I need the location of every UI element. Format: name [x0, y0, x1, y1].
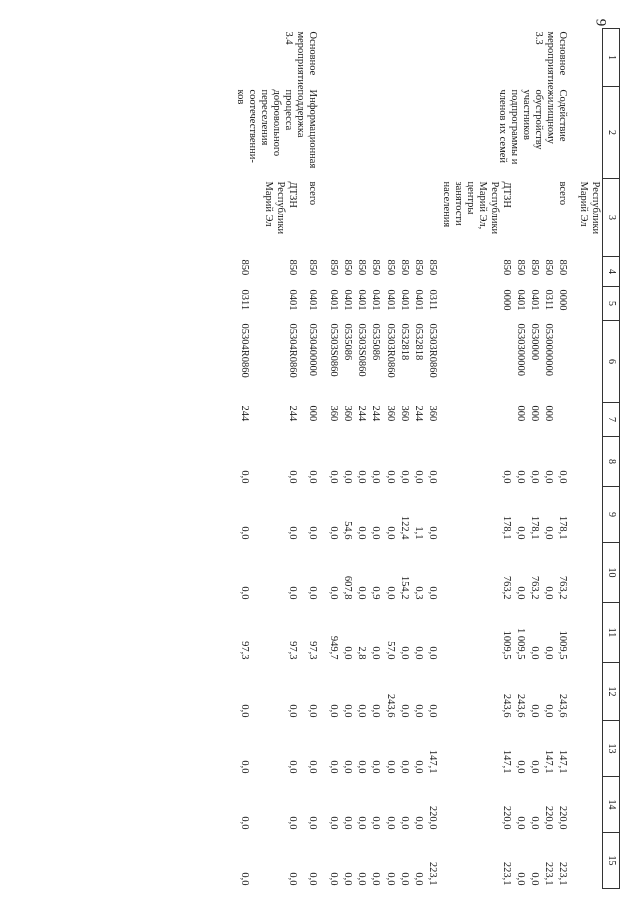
- target-article-code: 05303R0860: [426, 323, 438, 378]
- target-article-code: 0530000000: [543, 323, 555, 376]
- amount-cell: 0,0: [515, 816, 527, 830]
- amount-cell: 0,0: [398, 646, 410, 660]
- amount-cell: 0,0: [543, 586, 555, 600]
- amount-cell: 243,6: [515, 693, 527, 718]
- amount-cell: 147,1: [543, 749, 555, 774]
- amount-cell: 0,0: [342, 646, 354, 660]
- amount-cell: 0,0: [287, 704, 299, 718]
- grbs-code: 850: [287, 259, 299, 276]
- section-code: 0401: [287, 289, 299, 311]
- amount-cell: 0,0: [307, 526, 319, 540]
- table-row: [576, 29, 603, 889]
- amount-cell: 0,0: [384, 586, 396, 600]
- header-row: [603, 29, 620, 889]
- amount-cell: 0,0: [370, 646, 382, 660]
- expense-type-code: 360: [328, 405, 340, 422]
- expense-type-code: 000: [307, 405, 319, 422]
- amount-cell: 0,0: [426, 646, 438, 660]
- grbs-code: 850: [398, 259, 410, 276]
- amount-cell: 0,0: [287, 526, 299, 540]
- expense-type-code: 360: [342, 405, 354, 422]
- section-code: 0401: [412, 289, 424, 311]
- grbs-code: 850: [238, 259, 250, 276]
- amount-cell: 0,0: [412, 704, 424, 718]
- amount-cell: 0,0: [398, 470, 410, 484]
- amount-cell: 178,1: [529, 515, 541, 540]
- page-number: 9: [591, 18, 608, 27]
- responsible-cell: [340, 179, 354, 257]
- section-code: 0401: [370, 289, 382, 311]
- empty-cell: [576, 403, 603, 437]
- expense-type-code: 000: [543, 405, 555, 422]
- empty-cell: [576, 777, 603, 833]
- amount-cell: 0,0: [529, 760, 541, 774]
- amount-cell: 0,0: [529, 470, 541, 484]
- section-code: 0401: [356, 289, 368, 311]
- amount-cell: 0,0: [529, 704, 541, 718]
- amount-cell: 0,0: [307, 704, 319, 718]
- amount-cell: 0,0: [342, 470, 354, 484]
- amount-cell: 0,0: [501, 470, 513, 484]
- amount-cell: 0,0: [287, 872, 299, 886]
- header-cell-7: 7: [603, 403, 620, 437]
- amount-cell: 0,0: [356, 586, 368, 600]
- amount-cell: 0,0: [426, 470, 438, 484]
- amount-cell: 122,4: [398, 515, 410, 540]
- amount-cell: 0,0: [238, 704, 250, 718]
- amount-cell: 0,0: [515, 760, 527, 774]
- header-cell-9: 9: [603, 487, 620, 543]
- header-cell-11: 11: [603, 603, 620, 663]
- grbs-code: 850: [501, 259, 513, 276]
- amount-cell: 0,0: [515, 586, 527, 600]
- expense-type-code: 360: [426, 405, 438, 422]
- grbs-code: 850: [412, 259, 424, 276]
- amount-cell: 147,1: [557, 749, 569, 774]
- header-cell-10: 10: [603, 543, 620, 603]
- amount-cell: 223,1: [557, 861, 569, 886]
- amount-cell: 0,0: [515, 526, 527, 540]
- activity-label: Основное мероприятие 3.4: [283, 31, 319, 90]
- amount-cell: 154,2: [398, 575, 410, 600]
- amount-cell: 0,0: [543, 526, 555, 540]
- amount-cell: 0,0: [543, 646, 555, 660]
- header-cell-13: 13: [603, 721, 620, 777]
- activity-label: Основное мероприятие 3.3: [533, 31, 569, 90]
- amount-cell: 0,0: [384, 872, 396, 886]
- amount-cell: 0,0: [412, 470, 424, 484]
- expense-type-code: 000: [529, 405, 541, 422]
- amount-cell: 97,3: [238, 641, 250, 660]
- amount-cell: 243,6: [501, 693, 513, 718]
- responsible-cell: [368, 179, 382, 257]
- amount-cell: 223,1: [543, 861, 555, 886]
- target-article-code: 05304R0860: [287, 323, 299, 378]
- amount-cell: 0,0: [356, 760, 368, 774]
- responsible-cell: [541, 179, 555, 257]
- amount-cell: 0,0: [307, 872, 319, 886]
- amount-cell: 147,1: [426, 749, 438, 774]
- amount-cell: 223,1: [501, 861, 513, 886]
- header-cell-4: 4: [603, 257, 620, 287]
- expense-type-code: 360: [398, 405, 410, 422]
- responsible-cell: [425, 179, 439, 257]
- target-article-code: [555, 321, 576, 403]
- amount-cell: 178,1: [557, 515, 569, 540]
- amount-cell: 0,0: [370, 526, 382, 540]
- amount-cell: 0,0: [370, 760, 382, 774]
- section-code: 0401: [307, 289, 319, 311]
- target-article-code: [439, 321, 513, 403]
- amount-cell: 178,1: [501, 515, 513, 540]
- amount-cell: 220,0: [501, 805, 513, 830]
- amount-cell: 0,0: [287, 586, 299, 600]
- amount-cell: 97,3: [287, 641, 299, 660]
- amount-cell: 0,0: [328, 586, 340, 600]
- responsible-cell: [326, 179, 340, 257]
- empty-cell: [576, 87, 603, 179]
- responsible-cell: [513, 179, 527, 257]
- amount-cell: 0,0: [287, 816, 299, 830]
- amount-cell: 0,0: [307, 760, 319, 774]
- amount-cell: 763,2: [529, 575, 541, 600]
- expense-type-code: 244: [238, 405, 250, 422]
- grbs-code: 850: [426, 259, 438, 276]
- section-code: 0000: [557, 289, 569, 311]
- target-article-code: 0532818: [398, 323, 410, 361]
- amount-cell: 0,0: [356, 816, 368, 830]
- section-code: 0401: [529, 289, 541, 311]
- amount-cell: 0,0: [356, 470, 368, 484]
- amount-cell: 220,0: [543, 805, 555, 830]
- amount-cell: 0,0: [529, 872, 541, 886]
- expense-type-code: 000: [515, 405, 527, 422]
- target-article-code: 05303S0860: [356, 323, 368, 377]
- responsible-cell: ДТЗН Республики Марий Эл: [263, 181, 299, 235]
- empty-cell: [576, 287, 603, 321]
- activity-title: Информационная поддержка процесса добровольного переселения соотечественни-ков: [234, 89, 319, 169]
- expense-type-code: 244: [356, 405, 368, 422]
- header-cell-2: 2: [603, 87, 620, 179]
- empty-cell: [576, 721, 603, 777]
- header-cell-5: 5: [603, 287, 620, 321]
- section-code: 0311: [426, 289, 438, 311]
- header-cell-6: 6: [603, 321, 620, 403]
- amount-cell: 0,0: [370, 816, 382, 830]
- amount-cell: 0,0: [287, 760, 299, 774]
- header-cell-3: 3: [603, 179, 620, 257]
- header-cell-8: 8: [603, 437, 620, 487]
- amount-cell: 0,0: [398, 704, 410, 718]
- grbs-code: 850: [356, 259, 368, 276]
- amount-cell: 0,0: [426, 526, 438, 540]
- amount-cell: 0,0: [529, 816, 541, 830]
- amount-cell: 607,8: [342, 575, 354, 600]
- expense-type-code: 244: [370, 405, 382, 422]
- amount-cell: 0,0: [426, 704, 438, 718]
- grbs-code: 850: [557, 259, 569, 276]
- target-article-code: 0530000: [529, 323, 541, 361]
- grbs-code: 850: [342, 259, 354, 276]
- section-code: 0401: [342, 289, 354, 311]
- amount-cell: 0,0: [328, 470, 340, 484]
- section-code: 0311: [238, 289, 250, 311]
- target-article-code: 0530400000: [307, 323, 319, 376]
- amount-cell: 57,0: [384, 641, 396, 660]
- amount-cell: 0,0: [356, 526, 368, 540]
- amount-cell: 0,0: [328, 872, 340, 886]
- table-row: [555, 29, 576, 889]
- target-article-code: 0535086: [370, 323, 382, 361]
- amount-cell: 0,0: [356, 872, 368, 886]
- amount-cell: 0,0: [412, 816, 424, 830]
- amount-cell: 0,0: [238, 760, 250, 774]
- amount-cell: 147,1: [501, 749, 513, 774]
- expense-type-code: 244: [287, 405, 299, 422]
- section-code: 0311: [543, 289, 555, 311]
- amount-cell: 0,0: [398, 872, 410, 886]
- amount-cell: 0,0: [328, 760, 340, 774]
- amount-cell: 1 009,5: [515, 628, 527, 660]
- expense-type-code: 244: [412, 405, 424, 422]
- target-article-code: 0532818: [412, 323, 424, 361]
- rotated-page: [60, 28, 620, 888]
- amount-cell: 220,0: [426, 805, 438, 830]
- activity-title: Содействие жилищному обустройству участников подпрограммы и членов их семей: [497, 89, 569, 165]
- amount-cell: 0,0: [384, 760, 396, 774]
- section-code: 0401: [398, 289, 410, 311]
- amount-cell: 0,0: [370, 470, 382, 484]
- amount-cell: 54,6: [342, 521, 354, 540]
- amount-cell: 0,0: [342, 704, 354, 718]
- budget-table: [233, 28, 620, 889]
- amount-cell: 0,0: [384, 526, 396, 540]
- amount-cell: 1009,5: [557, 630, 569, 660]
- target-article-code: 05303S0860: [328, 323, 340, 377]
- section-code: 0000: [501, 289, 513, 311]
- amount-cell: 0,0: [328, 816, 340, 830]
- amount-cell: 0,0: [307, 816, 319, 830]
- amount-cell: 0,0: [412, 872, 424, 886]
- empty-cell: [576, 543, 603, 603]
- amount-cell: 0,9: [370, 586, 382, 600]
- amount-cell: 763,2: [501, 575, 513, 600]
- amount-cell: 0,0: [238, 526, 250, 540]
- responsible-cell: Республики Марий Эл: [578, 181, 602, 235]
- amount-cell: 0,0: [543, 704, 555, 718]
- responsible-cell: [383, 179, 397, 257]
- empty-cell: [576, 257, 603, 287]
- amount-cell: 0,0: [543, 470, 555, 484]
- amount-cell: 0,0: [370, 872, 382, 886]
- amount-cell: 0,0: [426, 586, 438, 600]
- amount-cell: 0,0: [384, 470, 396, 484]
- responsible-cell: [411, 179, 425, 257]
- header-cell-1: 1: [603, 29, 620, 87]
- grbs-code: 850: [384, 259, 396, 276]
- empty-cell: [576, 603, 603, 663]
- amount-cell: 0,0: [342, 760, 354, 774]
- target-article-code: 05303R0860: [384, 323, 396, 378]
- empty-cell: [576, 833, 603, 889]
- amount-cell: 0,0: [412, 646, 424, 660]
- empty-cell: [576, 437, 603, 487]
- amount-cell: 0,0: [287, 470, 299, 484]
- amount-cell: 0,0: [384, 816, 396, 830]
- table-row: [299, 29, 326, 889]
- amount-cell: 0,0: [307, 586, 319, 600]
- section-code: 0401: [384, 289, 396, 311]
- empty-cell: [576, 29, 603, 87]
- amount-cell: 0,3: [412, 586, 424, 600]
- amount-cell: 0,0: [238, 586, 250, 600]
- section-code: 0401: [328, 289, 340, 311]
- expense-type-code: 360: [384, 405, 396, 422]
- responsible-cell: [397, 179, 411, 257]
- empty-cell: [576, 663, 603, 721]
- amount-cell: 0,0: [328, 704, 340, 718]
- amount-cell: 0,0: [529, 646, 541, 660]
- amount-cell: 763,2: [557, 575, 569, 600]
- grbs-code: 850: [307, 259, 319, 276]
- amount-cell: 2,8: [356, 646, 368, 660]
- amount-cell: 0,0: [238, 470, 250, 484]
- empty-cell: [576, 321, 603, 403]
- amount-cell: 0,0: [370, 704, 382, 718]
- amount-cell: 0,0: [515, 872, 527, 886]
- amount-cell: 1009,5: [501, 630, 513, 660]
- amount-cell: 243,6: [557, 693, 569, 718]
- target-article-code: 0535086: [342, 323, 354, 361]
- responsible-cell: [527, 179, 541, 257]
- grbs-code: 850: [529, 259, 541, 276]
- grbs-code: 850: [328, 259, 340, 276]
- responsible-cell: [233, 179, 251, 257]
- amount-cell: 0,0: [238, 872, 250, 886]
- amount-cell: 0,0: [328, 526, 340, 540]
- amount-cell: 0,0: [398, 816, 410, 830]
- amount-cell: 223,1: [426, 861, 438, 886]
- amount-cell: 0,0: [356, 704, 368, 718]
- target-article-code: 0530300000: [515, 323, 527, 376]
- responsible-cell: ДТЗН Республики Марий Эл, центры занятости населения: [440, 181, 513, 235]
- amount-cell: 243,6: [384, 693, 396, 718]
- amount-cell: 0,0: [557, 470, 569, 484]
- target-article-code: 05304R0860: [238, 323, 250, 378]
- amount-cell: 0,0: [398, 760, 410, 774]
- header-cell-15: 15: [603, 833, 620, 889]
- amount-cell: 949,7: [328, 635, 340, 660]
- responsible-cell: всего: [557, 181, 569, 206]
- amount-cell: 97,3: [307, 641, 319, 660]
- header-cell-12: 12: [603, 663, 620, 721]
- empty-cell: [576, 487, 603, 543]
- grbs-code: 850: [515, 259, 527, 276]
- amount-cell: 0,0: [515, 470, 527, 484]
- grbs-code: 850: [370, 259, 382, 276]
- header-cell-14: 14: [603, 777, 620, 833]
- amount-cell: 0,0: [342, 872, 354, 886]
- responsible-cell: [354, 179, 368, 257]
- grbs-code: 850: [543, 259, 555, 276]
- amount-cell: 1,1: [412, 526, 424, 540]
- section-code: 0401: [515, 289, 527, 311]
- amount-cell: 0,0: [238, 816, 250, 830]
- amount-cell: 0,0: [307, 470, 319, 484]
- amount-cell: 0,0: [342, 816, 354, 830]
- expense-type-code: [439, 403, 513, 437]
- responsible-cell: всего: [307, 181, 319, 206]
- expense-type-code: [555, 403, 576, 437]
- amount-cell: 220,0: [557, 805, 569, 830]
- amount-cell: 0,0: [412, 760, 424, 774]
